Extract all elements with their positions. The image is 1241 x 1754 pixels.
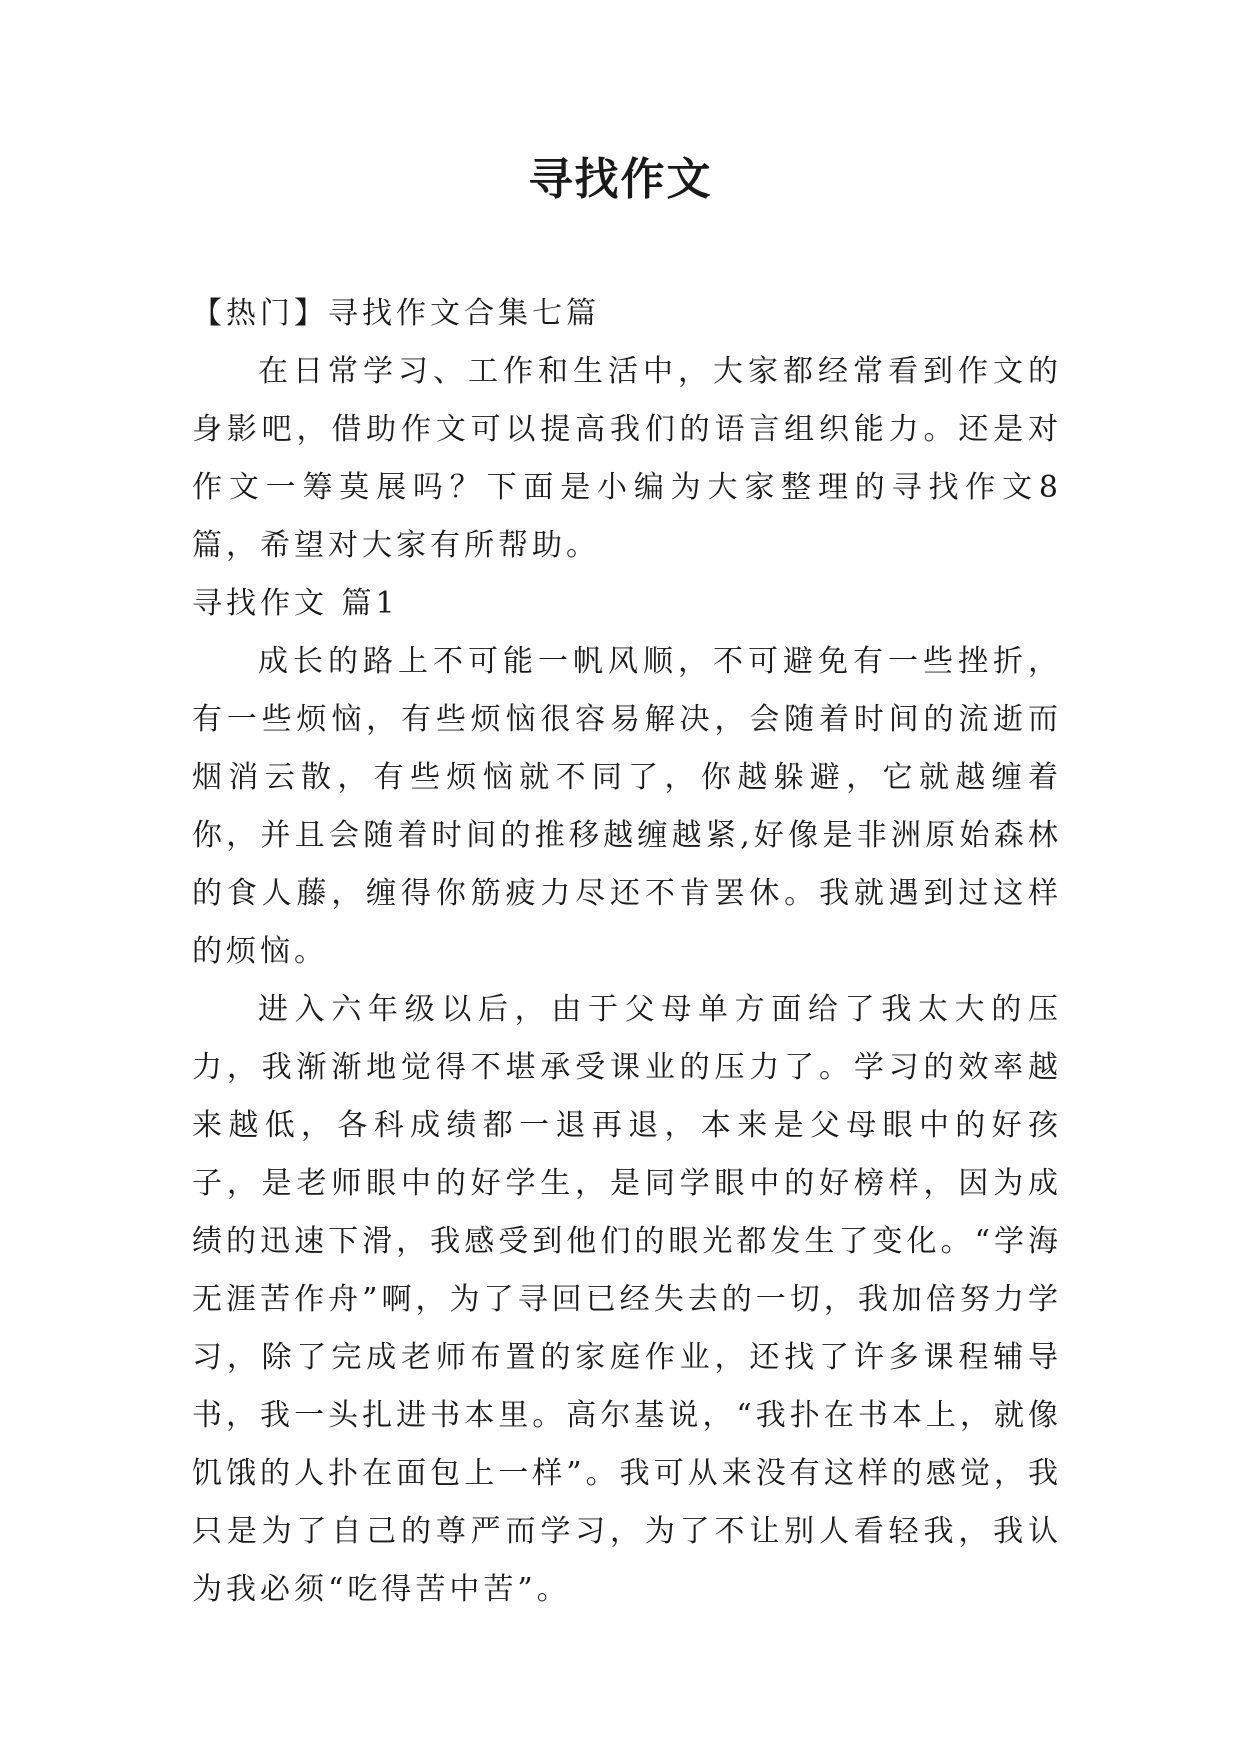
document-title: 寻找作文 — [528, 154, 713, 205]
intro-paragraph: 在日常学习、工作和生活中，大家都经常看到作文的身影吧，借助作文可以提高我们的语言组织能力。还是对作文一筹莫展吗？下面是小编为大家整理的寻找作文8篇，希望对大家有所帮助。 — [192, 354, 1062, 563]
document-subtitle: 【热门】寻找作文合集七篇 — [192, 296, 600, 331]
body-paragraph: 成长的路上不可能一帆风顺，不可避免有一些挫折，有一些烦恼，有些烦恼很容易解决，会随着时间的流逝而烟消云散，有些烦恼就不同了，你越躲避，它就越缠着你，并且会随着时间的推移越缠越紧,好像是非洲原始森林的食人藤，缠得你筋疲力尽还不肯罢休。我就遇到过这样的烦恼。 — [192, 644, 1062, 969]
document-body — [192, 285, 1062, 1619]
section-heading: 寻找作文 篇1 — [192, 586, 399, 621]
body-paragraph: 进入六年级以后，由于父母单方面给了我太大的压力，我渐渐地觉得不堪承受课业的压力了。学习的效率越来越低，各科成绩都一退再退，本来是父母眼中的好孩子，是老师眼中的好学生，是同学眼中的好榜样，因为成绩的迅速下滑，我感受到他们的眼光都发生了变化。“学海无涯苦作舟”啊，为了寻回已经失去的一切，我加倍努力学习，除了完成老师布置的家庭作业，还找了许多课程辅导书，我一头扎进书本里。高尔基说，“我扑在书本上，就像饥饿的人扑在面包上一样”。我可从来没有这样的感觉，我只是为了自己的尊严而学习，为了不让别人看轻我，我认为我必须“吃得苦中苦”。 — [192, 992, 1062, 1607]
